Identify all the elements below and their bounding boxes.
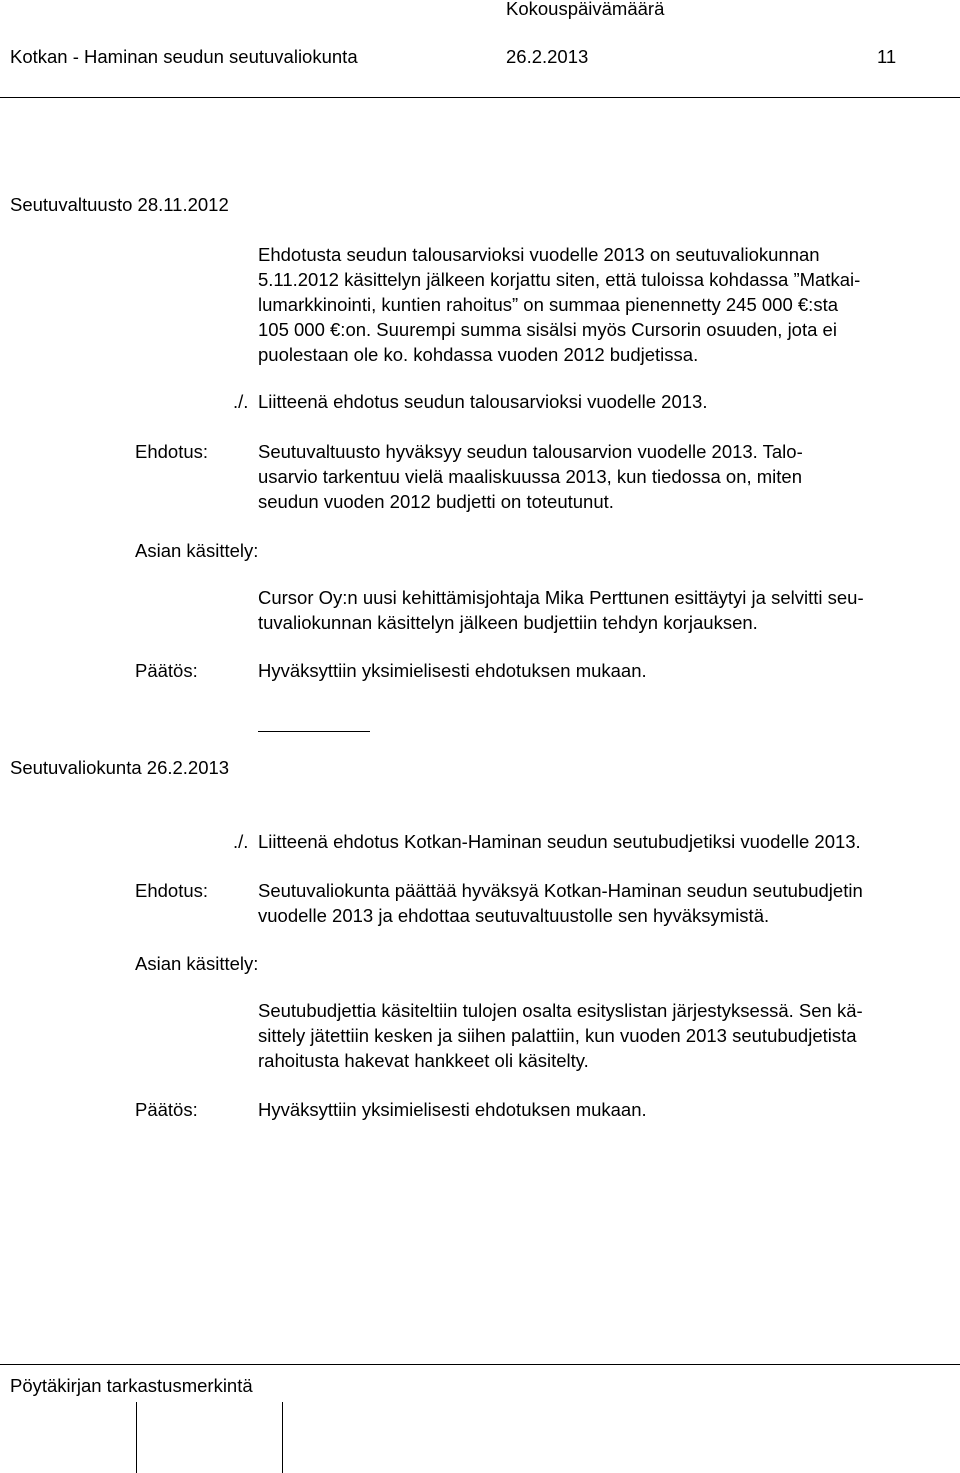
header-divider: [0, 97, 960, 98]
handling-paragraph: [258, 998, 863, 1073]
text-line: Ehdotusta seudun talousarvioksi vuodelle 2013 on seutuvaliokunnan: [258, 244, 820, 265]
header-organization: Kotkan - Haminan seudun seutuvaliokunta: [10, 46, 358, 67]
intro-paragraph: [258, 242, 860, 367]
decision-label: Päätös:: [135, 1099, 198, 1120]
text-line: 105 000 €:on. Suurempi summa sisälsi myös Cursorin osuuden, jota ei: [258, 319, 837, 340]
text-line: rahoitusta hakevat hankkeet oli käsitelty.: [258, 1050, 589, 1071]
proposal-paragraph: [258, 878, 863, 928]
text-line: puolestaan ole ko. kohdassa vuoden 2012 budjetissa.: [258, 344, 699, 365]
text-line: Seutuvaliokunta päättää hyväksyä Kotkan-Haminan seudun seutubudjetin: [258, 880, 863, 901]
decision-label: Päätös:: [135, 660, 198, 681]
text-line: 5.11.2012 käsittelyn jälkeen korjattu siten, että tuloissa kohdassa ”Matkai-: [258, 269, 861, 290]
footer-divider: [0, 1364, 960, 1365]
header-meeting-date: 26.2.2013: [506, 46, 589, 67]
handling-label: Asian käsittely:: [135, 540, 259, 561]
text-line: Seutuvaltuusto hyväksyy seudun talousarvion vuodelle 2013. Talo-: [258, 441, 803, 462]
footer-label: Pöytäkirjan tarkastusmerkintä: [10, 1375, 253, 1396]
attachment-text: Liitteenä ehdotus Kotkan-Haminan seudun seutubudjetiksi vuodelle 2013.: [258, 831, 861, 852]
attachment-text: Liitteenä ehdotus seudun talousarvioksi vuodelle 2013.: [258, 391, 708, 412]
text-line: Seutubudjettia käsiteltiin tulojen osalta esityslistan järjestyksessä. Sen kä-: [258, 1000, 863, 1021]
proposal-label: Ehdotus:: [135, 441, 209, 462]
decision-text: Hyväksyttiin yksimielisesti ehdotuksen mukaan.: [258, 1099, 647, 1120]
signature-box-divider: [136, 1402, 137, 1473]
attachment-marker: ./.: [233, 831, 249, 852]
decision-text: Hyväksyttiin yksimielisesti ehdotuksen mukaan.: [258, 660, 647, 681]
signature-box-divider: [282, 1402, 283, 1473]
text-line: lumarkkinointi, kuntien rahoitus” on summaa pienennetty 245 000 €:sta: [258, 294, 839, 315]
header-page-number: 11: [877, 46, 897, 67]
text-line: sittely jätettiin kesken ja siihen palattiin, kun vuoden 2013 seutubudjetista: [258, 1025, 857, 1046]
attachment-marker: ./.: [233, 391, 249, 412]
text-line: tuvaliokunnan käsittelyn jälkeen budjettiin tehdyn korjauksen.: [258, 612, 758, 633]
section-separator: [258, 731, 370, 732]
proposal-paragraph: [258, 439, 803, 514]
text-line: seudun vuoden 2012 budjetti on toteutunut.: [258, 491, 614, 512]
text-line: usarvio tarkentuu vielä maaliskuussa 2013, kun tiedossa on, miten: [258, 466, 802, 487]
proposal-label: Ehdotus:: [135, 880, 209, 901]
text-line: vuodelle 2013 ja ehdottaa seutuvaltuustolle sen hyväksymistä.: [258, 905, 770, 926]
section-heading: Seutuvaliokunta 26.2.2013: [10, 757, 230, 778]
handling-label: Asian käsittely:: [135, 953, 259, 974]
text-line: Cursor Oy:n uusi kehittämisjohtaja Mika Perttunen esittäytyi ja selvitti seu-: [258, 587, 864, 608]
section-heading: Seutuvaltuusto 28.11.2012: [10, 194, 229, 215]
header-date-caption: Kokouspäivämäärä: [506, 0, 665, 19]
handling-paragraph: [258, 585, 864, 635]
